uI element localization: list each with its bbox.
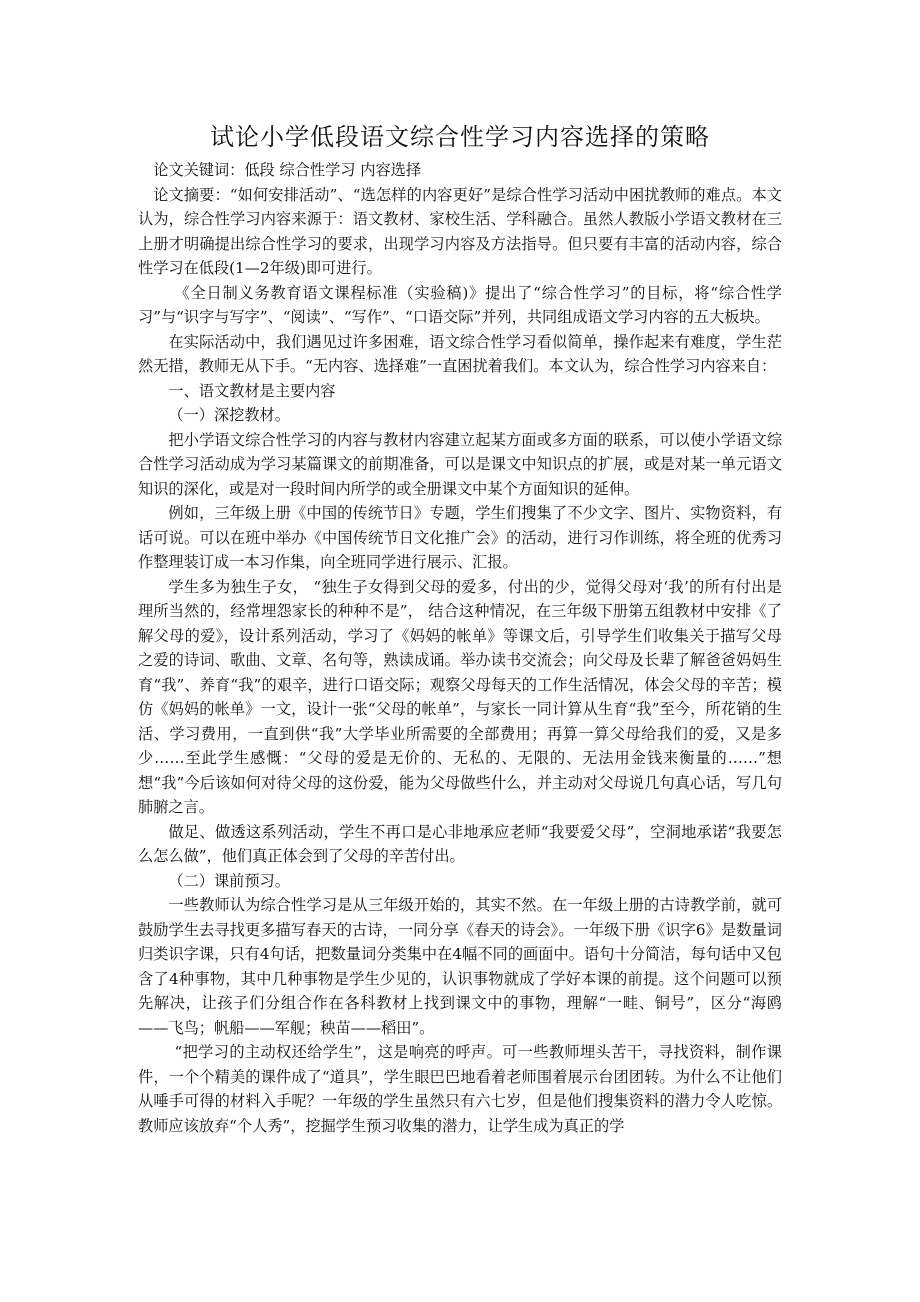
subsection-heading: （一）深挖教材。	[168, 406, 290, 424]
body-paragraph: 在实际活动中，我们遇见过许多困难，语文综合性学习看似简单，操作起来有难度，学生茫然无措，教师无从下手。“无内容、选择难”一直困扰着我们。本文认为，综合性学习内容来自：	[138, 332, 782, 375]
keywords-line: 论文关键词：低段 综合性学习 内容选择	[153, 161, 422, 179]
body-paragraph: 学生多为独生子女， “独生子女得到父母的爱多，付出的少，觉得父母对‘我’的所有付出是理所当然的，经常埋怨家长的种种不是”， 结合这种情况，在三年级下册第五组教材中安排《了解父母的爱》，设计系列活动，学习了《妈妈的帐单》等课文后，引导学生们收集关于描写父母之爱的诗词、歌曲、文章、名句等，熟读成诵。举办读书交流会；向父母及长辈了解爸爸妈妈生育“我”、养育“我”的艰辛，进行口语交际；观察父母每天的工作生活情况，体会父母的辛苦；模仿《妈妈的帐单》一文，设计一张“父母的帐单”，与家长一同计算从生育“我”至今，所花销的生活、学习费用，一直到供“我”大学毕业所需要的全部费用；再算一算父母给我们的爱，又是多少……至此学生感慨：“父母的爱是无价的、无私的、无限的、无法用金钱来衡量的……”想想“我”今后该如何对待父母的这份爱，能为父母做些什么，并主动对父母说几句真心话，写几句肺腑之言。	[138, 577, 782, 816]
body-paragraph: 把小学语文综合性学习的内容与教材内容建立起某方面或多方面的联系，可以使小学语文综合性学习活动成为学习某篇课文的前期准备，可以是课文中知识点的扩展，或是对某一单元语文知识的深化，或是对一段时间内所学的或全册课文中某个方面知识的延伸。	[138, 430, 782, 498]
document-title: 试论小学低段语文综合性学习内容选择的策略	[210, 123, 710, 151]
body-paragraph: 做足、做透这系列活动，学生不再口是心非地承应老师“我要爱父母”，空洞地承诺“我要怎么怎么做”，他们真正体会到了父母的辛苦付出。	[138, 822, 782, 865]
body-paragraph: 《全日制义务教育语文课程标准（实验稿)》提出了“综合性学习”的目标，将“综合性学习”与“识字与写字”、“阅读”、“写作”、“口语交际”并列，共同组成语文学习内容的五大板块。	[138, 283, 782, 326]
section-heading: 一、语文教材是主要内容	[168, 381, 336, 400]
body-paragraph: 一些教师认为综合性学习是从三年级开始的，其实不然。在一年级上册的古诗教学前，就可鼓励学生去寻找更多描写春天的古诗，一同分享《春天的诗会》。一年级下册《识字6》是数量词归类识字课，只有4句话，把数量词分类集中在4幅不同的画面中。语句十分简洁，每句话中又包含了4种事物，其中几种事物是学生少见的，认识事物就成了学好本课的前提。这个问题可以预先解决，让孩子们分组合作在各科教材上找到课文中的事物，理解“一畦、铜号”，区分“海鸥——飞鸟；帆船——军舰；秧苗——稻田”。	[138, 896, 782, 1037]
abstract-paragraph: 论文摘要：“如何安排活动”、“选怎样的内容更好”是综合性学习活动中困扰教师的难点。本文认为，综合性学习内容来源于：语文教材、家校生活、学科融合。虽然人教版小学语文教材在三上册才明确提出综合性学习的要求，出现学习内容及方法指导。但只要有丰富的活动内容，综合性学习在低段(1—2年级)即可进行。	[138, 185, 782, 277]
subsection-heading: （二）课前预习。	[168, 871, 290, 890]
body-paragraph: 例如，三年级上册《中国的传统节日》专题，学生们搜集了不少文字、图片、实物资料，有话可说。可以在班中举办《中国传统节日文化推广会》的活动，进行习作训练，将全班的优秀习作整理装订成一本习作集，向全班同学进行展示、汇报。	[138, 504, 782, 571]
body-paragraph: “把学习的主动权还给学生”，这是响亮的呼声。可一些教师埋头苦干，寻找资料，制作课件，一个个精美的课件成了“道具”，学生眼巴巴地看着老师围着展示台团团转。为什么不让他们从唾手可得的材料入手呢？一年级的学生虽然只有六七岁，但是他们搜集资料的潜力令人吃惊。教师应该放弃“个人秀”，挖掘学生预习收集的潜力，让学生成为真正的学	[138, 1043, 782, 1135]
document-body	[138, 158, 782, 1138]
